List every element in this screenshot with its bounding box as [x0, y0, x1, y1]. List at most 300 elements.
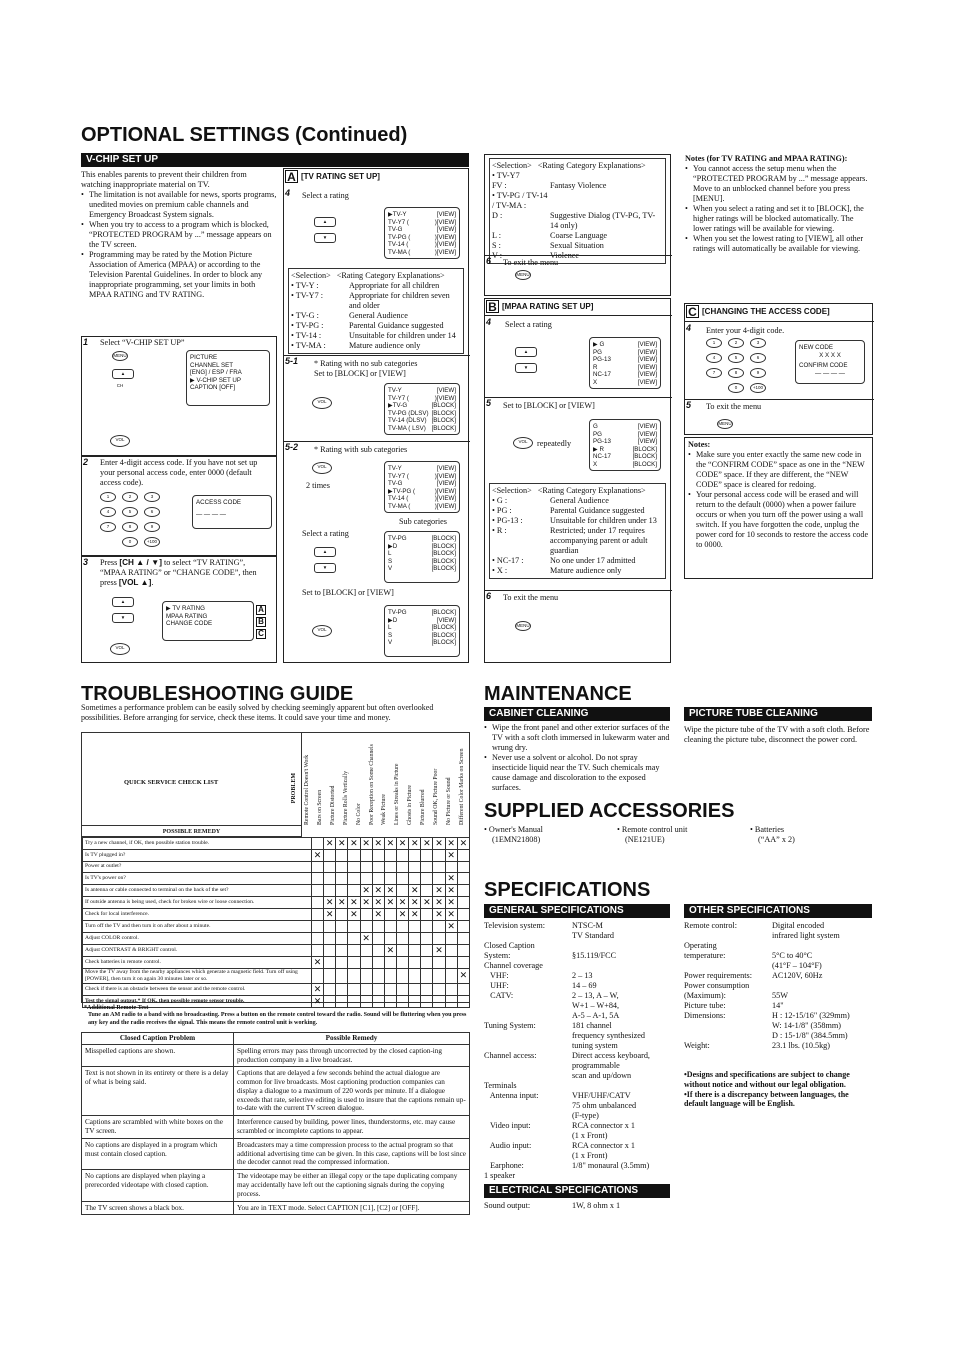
table-row	[83, 932, 470, 944]
menu-row-value: [BLOCK]	[431, 631, 456, 639]
rating-desc: Violence	[550, 251, 580, 260]
step1-menu-screen	[186, 350, 270, 406]
menu-row-label: NC-17	[593, 453, 611, 461]
menu-row	[388, 639, 456, 647]
spec-value: H : 12-15/16" (329mm)	[772, 1011, 850, 1020]
check-cell	[457, 944, 469, 956]
check-cell	[421, 968, 433, 983]
spec-label: Video input:	[484, 1121, 531, 1130]
spec-row	[684, 981, 872, 991]
spec-row	[684, 971, 872, 981]
check-cell	[457, 896, 469, 908]
accessory-name: • Owner's Manual	[484, 825, 543, 834]
spec-value: infrared light system	[772, 931, 840, 940]
keypad-button-6[interactable]: 6	[144, 507, 160, 517]
cc-remedy: You are in TEXT mode. Select CAPTION [C1], [C2] or [OFF].	[234, 1201, 470, 1215]
spec-label: (Maximum):	[684, 991, 726, 1000]
additional-test: *Additional Remote Test Tune an AM radio to a band with no broadcasting. Press a button on the remote control toward the radio. Sound will be fluttering when you press any key and the radio receives the signal. This means the remote control unit is working.	[84, 1005, 467, 1026]
spec-row	[484, 1111, 670, 1121]
mpaa-list-screen	[589, 337, 661, 389]
check-cell	[348, 944, 360, 956]
picture-tube-text: Wipe the picture tube of the TV with a soft cloth. Before cleaning the picture tube, disconnect the power cord.	[684, 725, 870, 744]
check-cell	[311, 861, 323, 872]
new-code-label: NEW CODE	[799, 344, 834, 351]
check-cell	[433, 872, 445, 884]
spec-label	[684, 961, 772, 971]
check-cell: ✕	[445, 838, 457, 850]
spec-row	[484, 1051, 670, 1061]
check-cell: ✕	[433, 884, 445, 896]
vol-button[interactable]: VOL	[312, 625, 332, 637]
menu-row-label: TV-G	[388, 480, 403, 488]
rating-row	[492, 191, 663, 211]
check-cell	[311, 872, 323, 884]
cc-problem: Captions are scrambled with white boxes on the TV screen.	[82, 1116, 234, 1139]
menu-row	[388, 550, 456, 558]
menu-button[interactable]: MENU	[717, 419, 733, 429]
check-cell	[324, 872, 336, 884]
table-row	[82, 1116, 470, 1139]
rating-code: • R :	[492, 526, 507, 535]
check-cell: ✕	[433, 896, 445, 908]
menu-row-value: [BLOCK]	[431, 535, 456, 542]
menu-button[interactable]: MENU	[515, 270, 531, 280]
check-cell	[433, 920, 445, 932]
access-code-screen	[192, 495, 272, 529]
check-cell	[311, 968, 323, 983]
menu-row-label: TV-Y	[388, 465, 402, 472]
keypad-button-9[interactable]: 9	[750, 368, 766, 378]
menu-row-value: [VIEW]	[637, 371, 657, 379]
spec-label	[684, 931, 772, 941]
check-cell	[433, 849, 445, 861]
menu-row	[388, 565, 456, 573]
rating-row	[291, 281, 461, 291]
table-header	[492, 161, 663, 171]
check-cell	[409, 932, 421, 944]
step3-text: Press [CH ▲ / ▼] to select “TV RATING”, “MPAA RATING” or “CHANGE CODE”, then press [VOL ▲].	[100, 558, 257, 587]
check-cell	[433, 932, 445, 944]
vol-button[interactable]: VOL	[312, 397, 332, 409]
check-cell: ✕	[324, 896, 336, 908]
ch-down-button[interactable]: ▼	[112, 613, 134, 623]
vol-button[interactable]: VOL	[110, 643, 130, 655]
menu-row-label: TV-MA (	[388, 248, 411, 256]
spec-value: 1W, 8 ohm x 1	[572, 1201, 621, 1210]
keypad-button-0[interactable]: 0	[122, 537, 138, 547]
s52-note: * Rating with sub categories	[314, 445, 408, 454]
accessory-item	[484, 825, 543, 845]
bullet-item: • When you set the lowest rating to [VIEW], all other ratings will automatically be available for viewing.	[685, 234, 873, 254]
remedy-cell: Is antenna or cable connected to terminal on the back of the set?	[83, 884, 312, 896]
check-cell	[360, 861, 372, 872]
keypad	[706, 338, 776, 400]
electrical-specs-header: ELECTRICAL SPECIFICATIONS	[484, 1184, 670, 1198]
menu-row-label: TV-PG	[388, 535, 407, 542]
specifications-title: SPECIFICATIONS	[484, 879, 651, 901]
section-letter-c: C	[256, 629, 266, 639]
rating-desc: Sexual Situation	[550, 241, 604, 250]
menu-row-label: PG-13	[593, 438, 611, 446]
menu-row-label: PG	[593, 430, 602, 438]
problem-label: PROBLEM	[291, 773, 297, 804]
check-cell: ✕	[348, 838, 360, 850]
keypad-button-plus100[interactable]: +100	[144, 537, 160, 547]
check-cell: ✕	[311, 983, 323, 995]
spec-row	[484, 1021, 670, 1031]
ch-down-button[interactable]: ▼	[314, 233, 336, 243]
rating-row	[492, 181, 663, 191]
keypad-button-2[interactable]: 2	[728, 338, 744, 348]
spec-row	[684, 1041, 872, 1051]
menu-row-value: )[VIEW]	[434, 495, 456, 503]
check-cell	[324, 861, 336, 872]
check-cell	[324, 968, 336, 983]
menu-row	[593, 341, 657, 349]
menu-row-value: [BLOCK]	[431, 424, 456, 432]
spec-label: Sound output:	[484, 1201, 531, 1210]
menu-row	[388, 234, 456, 242]
check-cell: ✕	[311, 956, 323, 968]
spec-value: 23.1 lbs. (10.5kg)	[772, 1041, 830, 1050]
spec-value: VHF/UHF/CATV	[572, 1091, 631, 1100]
qsc-label: QUICK SERVICE CHECK LIST	[124, 779, 219, 786]
menu-row-value: [VIEW]	[637, 430, 657, 438]
table-row	[83, 920, 470, 932]
menu-row-value: [VIEW]	[637, 356, 657, 364]
spec-label: Closed Caption	[484, 941, 535, 950]
repeatedly-label: repeatedly	[537, 439, 572, 448]
menu-row-label: ▶ G	[593, 341, 605, 348]
cc-remedy: Broadcasters may a time compression process to the actual program so that additional advertising time can be given. In this case, captions will be lost since the decoder cannot read the compressed information.	[234, 1138, 470, 1169]
rating-code: • TV-MA :	[291, 341, 326, 350]
menu-row	[593, 453, 657, 461]
problem-header: Bars on Screen	[316, 789, 323, 825]
notes-top	[685, 154, 873, 254]
tv-list-screen-52c	[384, 605, 460, 657]
keypad	[100, 492, 170, 554]
check-cell	[409, 872, 421, 884]
code-step5-text: To exit the menu	[706, 402, 762, 411]
check-cell	[311, 838, 323, 850]
spec-label: Audio input:	[484, 1141, 532, 1150]
rating-desc: Parental Guidance suggested	[550, 506, 645, 515]
check-cell: ✕	[409, 908, 421, 920]
check-cell: ✕	[397, 908, 409, 920]
check-cell	[397, 944, 409, 956]
keypad-button-2[interactable]: 2	[122, 492, 138, 502]
menu-row	[593, 423, 657, 431]
mpaa-panel: B [MPAA RATING SET UP] 4 Select a rating ▲ ▼ ▶ G [VIEW] PG [VIEW] PG-13 [VIEW] R [VIEW] NC-17 [VIEW] X [VIEW] 5 Set to [BLOCK] or [VIEW] VOL repeatedly G [VIEW] PG [VIEW] PG-13 [VIEW] ▶ R [BLOCK] NC-17 [BLOCK] X [BLOCK] <Selection> <Rating Category Explanations> • G : General Audience • PG : Parental Guidance suggested • PG-13 : Unsuitable for children under 13 • R : Restricted; under 17 requires accompanying parent or adult guardian • NC-17 : No one under 17 admitted • X : Mature audience only 6 To exit the menu MENU	[484, 298, 671, 663]
rating-desc: General Audience	[349, 311, 408, 320]
accessory-name: • Remote control unit	[617, 825, 688, 834]
spec-row	[484, 991, 670, 1001]
spec-value: (1 x Front)	[572, 1131, 608, 1140]
check-cell: ✕	[348, 896, 360, 908]
spec-label	[484, 1031, 572, 1041]
spec-label	[484, 1011, 572, 1021]
menu-row	[388, 387, 456, 395]
rating-desc: Unsuitable for children under 13	[550, 516, 657, 525]
remedy-cell: Move the TV away from the nearby appliances which generate a magnetic field. Turn off using [POWER], then turn it on again 30 minutes later or so.	[83, 968, 312, 983]
keypad-button-3[interactable]: 3	[750, 338, 766, 348]
check-cell: ✕	[457, 838, 469, 850]
check-cell	[311, 896, 323, 908]
keypad-button-5[interactable]: 5	[122, 507, 138, 517]
section-letter-a: A	[256, 605, 266, 615]
tv-step6-text: To exit the menu	[503, 258, 559, 267]
rating-code: • PG :	[492, 506, 512, 515]
menu-row	[388, 617, 456, 625]
keypad-button-1[interactable]: 1	[100, 492, 116, 502]
menu-row	[388, 241, 456, 249]
ch-down-button[interactable]: ▼	[515, 363, 537, 373]
ch-label: CH	[116, 383, 124, 388]
keypad-button-8[interactable]: 8	[122, 522, 138, 532]
spec-label: Operating	[684, 941, 717, 950]
rating-desc: Appropriate for all children	[349, 281, 440, 290]
keypad-button-8[interactable]: 8	[728, 368, 744, 378]
spec-label: Power consumption	[684, 981, 750, 990]
menu-row-value: )[VIEW]	[434, 487, 456, 495]
check-cell	[360, 944, 372, 956]
check-cell: ✕	[372, 884, 384, 896]
table-row	[83, 983, 470, 995]
check-cell	[372, 872, 384, 884]
problem-header: Picture Rolls Vertically	[342, 771, 349, 825]
check-cell	[360, 908, 372, 920]
vol-button[interactable]: VOL	[312, 462, 332, 474]
keypad-button-0[interactable]: 0	[728, 383, 744, 393]
two-times: 2 times	[306, 481, 330, 490]
menu-button[interactable]: MENU	[112, 351, 128, 361]
notes2-title: Notes:	[688, 440, 711, 449]
ch-down-button[interactable]: ▼	[314, 563, 336, 573]
check-cell	[457, 956, 469, 968]
general-specs	[484, 921, 670, 1181]
menu-row-label: TV-14 (	[388, 241, 409, 249]
cabinet-cleaning-header: CABINET CLEANING	[484, 707, 670, 721]
menu-row-value: [BLOCK]	[632, 460, 657, 468]
remedy-cell: If outside antenna is being used, check for broken wire or loose connection.	[83, 896, 312, 908]
vchip-bullets	[81, 190, 277, 300]
check-cell	[457, 932, 469, 944]
check-cell	[348, 872, 360, 884]
vchip-step2-box: 2 Enter 4-digit access code. If you have not set up your personal access code, enter 0000 (default access code). 1 2 3 4 5 6 7 8 9 0 +100 ACCESS CODE — — — —	[81, 456, 277, 556]
check-cell: ✕	[433, 908, 445, 920]
check-cell	[360, 920, 372, 932]
spec-row	[484, 981, 670, 991]
check-cell	[409, 861, 421, 872]
cc-remedy: The videotape may be either an illegal copy or the tape duplicating company may accidentally have left out the captioning signals during the copying process.	[234, 1170, 470, 1201]
problem-header: Remote Control Doesn't Work	[304, 754, 310, 825]
rating-code: • PG-13 :	[492, 516, 523, 525]
check-cell	[409, 968, 421, 983]
accessory-detail: (“AA” x 2)	[758, 835, 795, 844]
ch-up-button[interactable]: ▲	[515, 347, 537, 357]
rating-code: • TV-Y7 :	[291, 291, 323, 300]
tv-subcat-table	[489, 158, 666, 264]
problem-header: Poor Reception on Some Channels	[368, 744, 375, 825]
general-specs-header: GENERAL SPECIFICATIONS	[484, 904, 670, 918]
cc-remedy: Captions that are delayed a few seconds behind the actual dialogue are common for live broadcasts. Most captioning production companies can display a dialogue to a maximum of 220 words per minute. If a dialogue exceeds that rate, selective editing is used to insure that the captions remain up-to-date with the current TV screen dialogue.	[234, 1067, 470, 1116]
spec-row	[484, 1171, 670, 1181]
menu-row-value: [VIEW]	[637, 438, 657, 446]
check-cell	[409, 920, 421, 932]
ch-up-button[interactable]: ▲	[112, 369, 134, 379]
table-row	[82, 1170, 470, 1201]
menu-row-value: )[VIEW]	[434, 394, 456, 402]
rating-row	[492, 566, 663, 576]
spec-value: D : 15-1/8" (384.5mm)	[772, 1031, 848, 1040]
notes2-panel	[684, 437, 873, 579]
remedy-cell: Power at outlet?	[83, 861, 312, 872]
rating-code: • TV-14 :	[291, 331, 322, 340]
change-code-panel: C [CHANGING THE ACCESS CODE] 4 Enter your 4-digit code. 1 2 3 4 5 6 7 8 9 0 +100 NEW CODE X X X X CONFIRM CODE — — — — 5 To exit the menu MENU	[684, 303, 873, 435]
check-cell	[336, 872, 348, 884]
table-row	[83, 884, 470, 896]
menu-row-label: TV-Y7 (	[388, 218, 409, 226]
ch-up-button[interactable]: ▲	[112, 597, 134, 607]
spec-row	[684, 1001, 872, 1011]
keypad-button-5[interactable]: 5	[728, 353, 744, 363]
keypad-button-4[interactable]: 4	[706, 353, 722, 363]
set-text: Set to [BLOCK] or [VIEW]	[302, 588, 394, 597]
check-cell	[324, 944, 336, 956]
spec-label: Dimensions:	[684, 1011, 726, 1020]
check-cell: ✕	[360, 838, 372, 850]
vol-button[interactable]: VOL	[513, 437, 533, 449]
menu-row-value: [BLOCK]	[431, 550, 456, 558]
menu-row-value: [VIEW]	[637, 341, 657, 348]
spec-label: UHF:	[484, 981, 509, 990]
check-cell: ✕	[409, 896, 421, 908]
accessory-name: • Batteries	[750, 825, 785, 834]
table-header	[291, 271, 461, 281]
spec-row	[484, 1011, 670, 1021]
menu-row-value: [BLOCK]	[632, 445, 657, 453]
keypad-button-plus100[interactable]: +100	[750, 383, 766, 393]
menu-row	[388, 480, 456, 488]
check-cell	[372, 920, 384, 932]
check-cell: ✕	[445, 884, 457, 896]
check-cell: ✕	[409, 838, 421, 850]
vol-button[interactable]: VOL	[110, 435, 130, 447]
tv-rating-header: [TV RATING SET UP]	[301, 172, 380, 181]
table-row	[82, 1138, 470, 1169]
check-cell: ✕	[336, 838, 348, 850]
spec-row	[684, 931, 872, 941]
maintenance-title: MAINTENANCE	[484, 683, 632, 705]
keypad-button-7[interactable]: 7	[100, 522, 116, 532]
keypad-button-4[interactable]: 4	[100, 507, 116, 517]
rating-desc: Mature audience only	[349, 341, 421, 350]
cc-remedy: Interference caused by building, power lines, thunderstorms, etc. may cause scrambled or incomplete captions to appear.	[234, 1116, 470, 1139]
spec-label: System:	[484, 951, 511, 960]
keypad-button-1[interactable]: 1	[706, 338, 722, 348]
check-cell	[336, 849, 348, 861]
table-row	[83, 968, 470, 983]
spec-disclaimers	[684, 1070, 874, 1109]
menu-item: CHANNEL SET	[190, 361, 234, 369]
check-cell: ✕	[336, 896, 348, 908]
menu-button[interactable]: MENU	[515, 621, 531, 631]
menu-row-value: [VIEW]	[436, 226, 456, 234]
check-cell	[384, 956, 396, 968]
spec-row	[484, 921, 670, 931]
menu-row	[593, 356, 657, 364]
menu-row-label: TV-Y7 (	[388, 472, 409, 480]
menu-row-value: [VIEW]	[436, 387, 456, 394]
rating-row	[291, 291, 461, 311]
spec-label: Terminals	[484, 1081, 517, 1090]
check-cell	[433, 983, 445, 995]
ch-up-button[interactable]: ▲	[314, 217, 336, 227]
keypad-button-9[interactable]: 9	[144, 522, 160, 532]
rating-row	[492, 526, 663, 556]
rating-row	[492, 231, 663, 241]
remedy-cell: Is TV's power on?	[83, 872, 312, 884]
explanation-head: <Rating Category Explanations>	[537, 486, 646, 495]
menu-row	[593, 371, 657, 379]
rating-desc: Mature audience only	[550, 566, 622, 575]
spec-value: 1/8" monaural (3.5mm)	[572, 1161, 650, 1170]
s51-note: * Rating with no sub categories	[314, 359, 418, 368]
remedy-cell: Check for local interference.	[83, 908, 312, 920]
spec-value: Direct access keyboard,	[572, 1051, 650, 1060]
table-row	[83, 896, 470, 908]
menu-row-label: V	[388, 565, 393, 573]
check-cell	[397, 983, 409, 995]
check-cell	[311, 884, 323, 896]
check-cell	[336, 944, 348, 956]
check-cell	[421, 956, 433, 968]
check-cell	[360, 872, 372, 884]
bullet-item: • You cannot access the setup menu when the “PROTECTED PROGRAM by ...” message appears. Move to an unblocked channel before you press [MENU].	[685, 164, 873, 204]
sub-categories-label: Sub categories	[399, 517, 447, 526]
menu-row-label: X	[593, 378, 598, 386]
access-code-dashes: — — — —	[196, 510, 226, 518]
tv-ratings-table	[288, 268, 464, 354]
check-cell: ✕	[372, 896, 384, 908]
ch-up-button[interactable]: ▲	[314, 547, 336, 557]
problem-header: Ghosts in Picture	[407, 785, 414, 825]
keypad-button-7[interactable]: 7	[706, 368, 722, 378]
section-letter-b: B	[256, 617, 266, 627]
keypad-button-6[interactable]: 6	[750, 353, 766, 363]
menu-row-value: [BLOCK]	[431, 409, 456, 417]
menu-row	[388, 624, 456, 632]
menu-row-label: TV-Y7 (	[388, 394, 409, 402]
menu-row	[593, 379, 657, 387]
spec-row	[484, 951, 670, 961]
problem-header: Picture Blurred	[420, 789, 427, 825]
check-cell: ✕	[360, 896, 372, 908]
menu-row-value: )[VIEW]	[434, 218, 456, 226]
accessories-title: SUPPLIED ACCESSORIES	[484, 800, 735, 822]
keypad-button-3[interactable]: 3	[144, 492, 160, 502]
accessory-detail: (1EMN21808)	[492, 835, 541, 844]
spec-value: scan and up/down	[572, 1071, 632, 1080]
menu-row	[593, 349, 657, 357]
table-row	[83, 908, 470, 920]
tv-list-screen-52b	[384, 531, 460, 583]
menu-row	[593, 431, 657, 439]
check-cell	[324, 956, 336, 968]
check-cell	[421, 872, 433, 884]
trouble-intro: Sometimes a performance problem can be easily solved by checking seemingly apparent but often overlooked possibilities. Before arranging for service, check these items. It could save your time and money.	[81, 703, 434, 722]
spec-row	[484, 1131, 670, 1141]
